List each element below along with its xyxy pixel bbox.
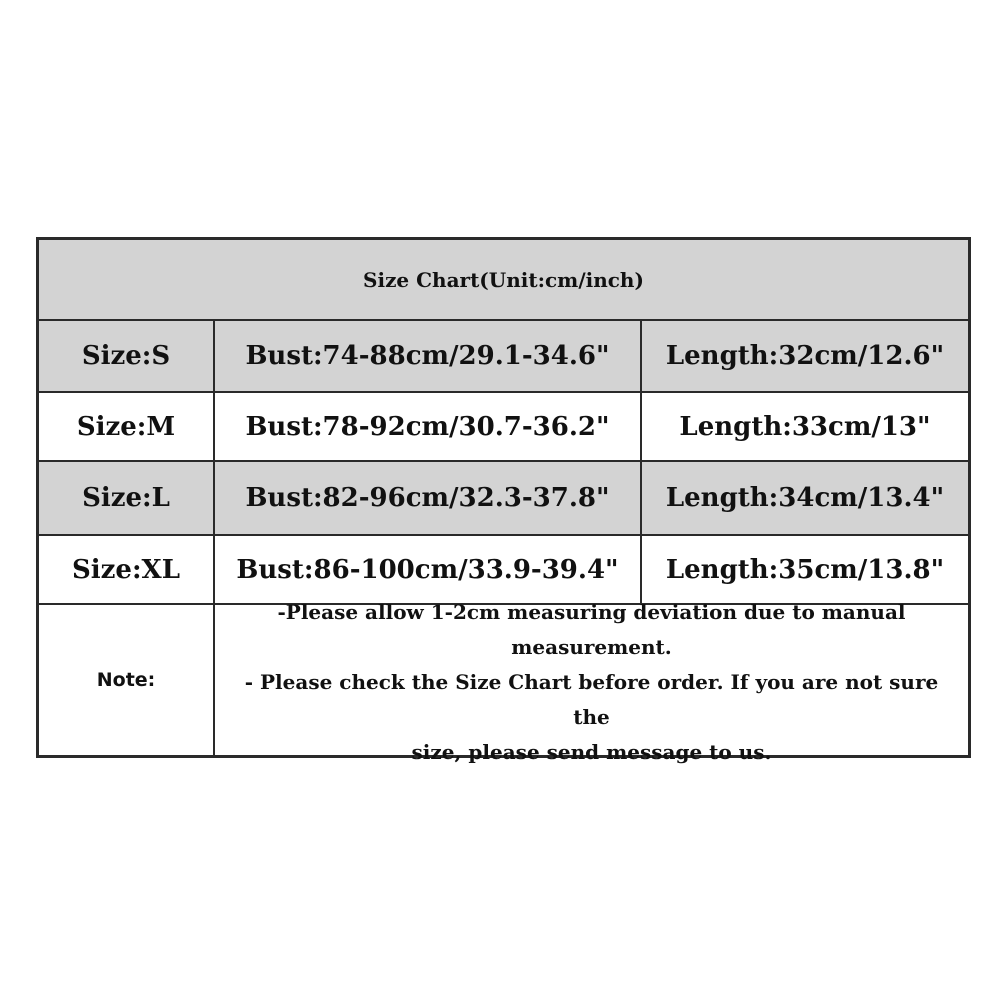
bust-cell: Bust:82-96cm/32.3-37.8" xyxy=(215,462,642,534)
length-cell: Length:34cm/13.4" xyxy=(665,483,945,513)
note-line: size, please send message to us. xyxy=(411,739,772,764)
table-row xyxy=(39,393,968,462)
size-cell: Size:S xyxy=(39,321,215,391)
length-cell: Length:35cm/13.8" xyxy=(665,554,945,585)
bust-cell: Bust:86-100cm/33.9-39.4" xyxy=(215,536,642,603)
length-cell: Length:32cm/12.6" xyxy=(665,341,945,371)
note-row xyxy=(39,599,968,764)
note-line: measurement. xyxy=(511,634,672,659)
table-row xyxy=(39,462,968,536)
size-chart-table xyxy=(36,237,971,764)
table-row xyxy=(39,321,968,393)
bust-cell: Bust:74-88cm/29.1-34.6" xyxy=(215,321,642,391)
bust-cell: Bust:78-92cm/30.7-36.2" xyxy=(215,393,642,460)
size-chart-title: Size Chart(Unit:cm/inch) xyxy=(363,267,644,292)
note-label: Note: xyxy=(39,605,215,755)
note-line: -Please allow 1-2cm measuring deviation due to manual xyxy=(277,599,906,624)
size-cell: Size:XL xyxy=(39,536,215,603)
size-cell: Size:L xyxy=(39,462,215,534)
size-chart-title-row xyxy=(39,240,968,321)
note-line: - Please check the Size Chart before order. If you are not sure the xyxy=(244,669,939,729)
note-text xyxy=(215,599,968,764)
length-cell: Length:33cm/13" xyxy=(679,411,931,442)
size-cell: Size:M xyxy=(39,393,215,460)
